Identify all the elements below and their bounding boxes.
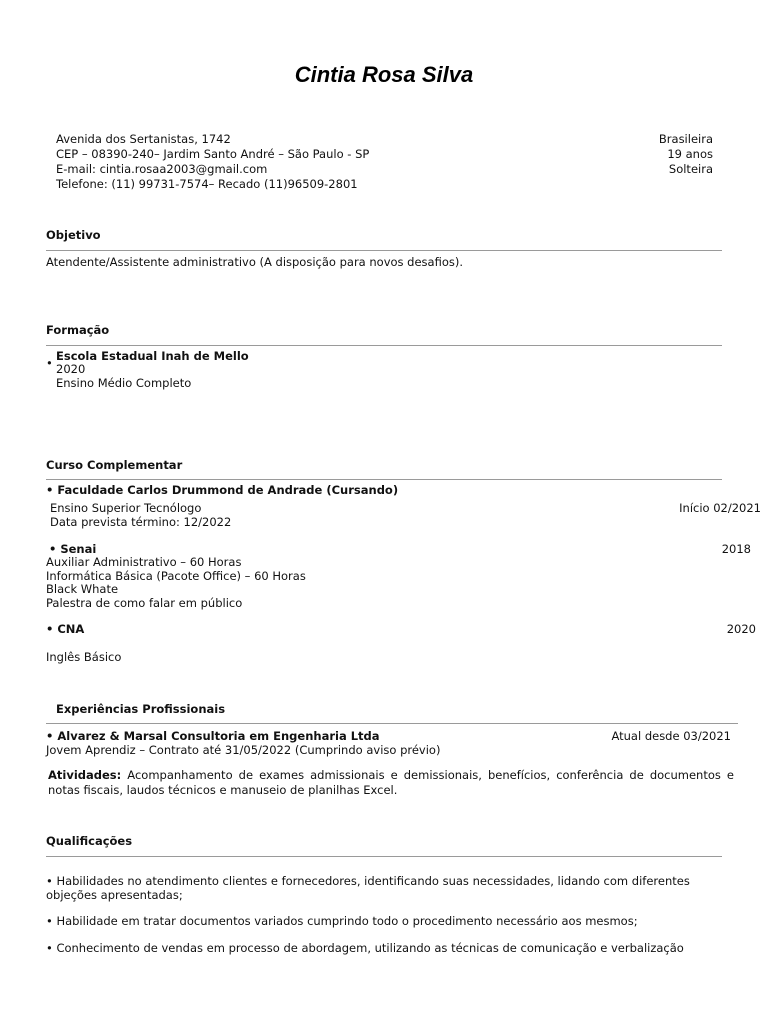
divider [46, 479, 722, 480]
school-year: 2020 [56, 362, 86, 376]
course-faculdade-line2: Data prevista término: 12/2022 [50, 515, 232, 529]
section-heading-qualificacoes: Qualificações [46, 834, 133, 848]
job-company: • Alvarez & Marsal Consultoria em Engenharia Ltda [46, 729, 380, 743]
divider [46, 856, 722, 857]
course-senai-item: Palestra de como falar em público [46, 596, 243, 610]
job-role: Jovem Aprendiz – Contrato até 31/05/2022 (Cumprindo aviso prévio) [46, 743, 441, 757]
section-heading-objetivo: Objetivo [46, 228, 101, 242]
qualification-item: • Conhecimento de vendas em processo de abordagem, utilizando as técnicas de comunicação e verbalização [46, 941, 684, 955]
section-heading-formacao: Formação [46, 323, 110, 337]
bullet: • [46, 356, 53, 370]
section-heading-curso: Curso Complementar [46, 458, 183, 472]
job-activities [48, 768, 734, 798]
section-heading-experiencias: Experiências Profissionais [56, 702, 226, 716]
qualification-item: • Habilidade em tratar documentos variados cumprindo todo o procedimento necessário aos mesmos; [46, 914, 638, 928]
course-cna-title: • CNA [46, 622, 85, 636]
school-level: Ensino Médio Completo [56, 376, 192, 390]
course-senai-item: Informática Básica (Pacote Office) – 60 Horas [46, 569, 306, 583]
nationality: Brasileira [658, 132, 713, 146]
course-faculdade-start: Início 02/2021 [679, 501, 761, 515]
course-cna-item: Inglês Básico [46, 650, 122, 664]
page-title: Cintia Rosa Silva [294, 62, 474, 87]
cep: CEP – 08390-240– Jardim Santo André – São Paulo - SP [56, 147, 370, 161]
age: 19 anos [667, 147, 713, 161]
divider [46, 345, 722, 346]
course-senai-title: • Senai [49, 542, 97, 556]
marital-status: Solteira [668, 162, 713, 176]
course-senai-item: Auxiliar Administrativo – 60 Horas [46, 555, 242, 569]
address: Avenida dos Sertanistas, 1742 [56, 132, 231, 146]
school-name: Escola Estadual Inah de Mello [56, 349, 249, 363]
job-activities-label: Atividades: [48, 768, 122, 782]
divider [46, 250, 722, 251]
job-activities-text: Acompanhamento de exames admissionais e demissionais, benefícios, conferência de documentos e notas fiscais, laudos técnicos e manuseio de planilhas Excel. [48, 768, 734, 797]
course-faculdade-line1: Ensino Superior Tecnólogo [50, 501, 202, 515]
course-cna-year: 2020 [726, 622, 756, 636]
course-senai-item: Black Whate [46, 582, 119, 596]
qualification-item: • Habilidades no atendimento clientes e fornecedores, identificando suas necessidades, lidando com diferentes objeções apresentadas; [46, 874, 690, 902]
email: E-mail: cintia.rosaa2003@gmail.com [56, 162, 268, 176]
course-faculdade-title: • Faculdade Carlos Drummond de Andrade (Cursando) [46, 483, 399, 497]
objetivo-text: Atendente/Assistente administrativo (A disposição para novos desafios). [46, 255, 464, 269]
divider [46, 723, 738, 724]
job-period: Atual desde 03/2021 [611, 729, 731, 743]
phone: Telefone: (11) 99731-7574– Recado (11)96509-2801 [56, 177, 358, 191]
course-senai-year: 2018 [721, 542, 751, 556]
